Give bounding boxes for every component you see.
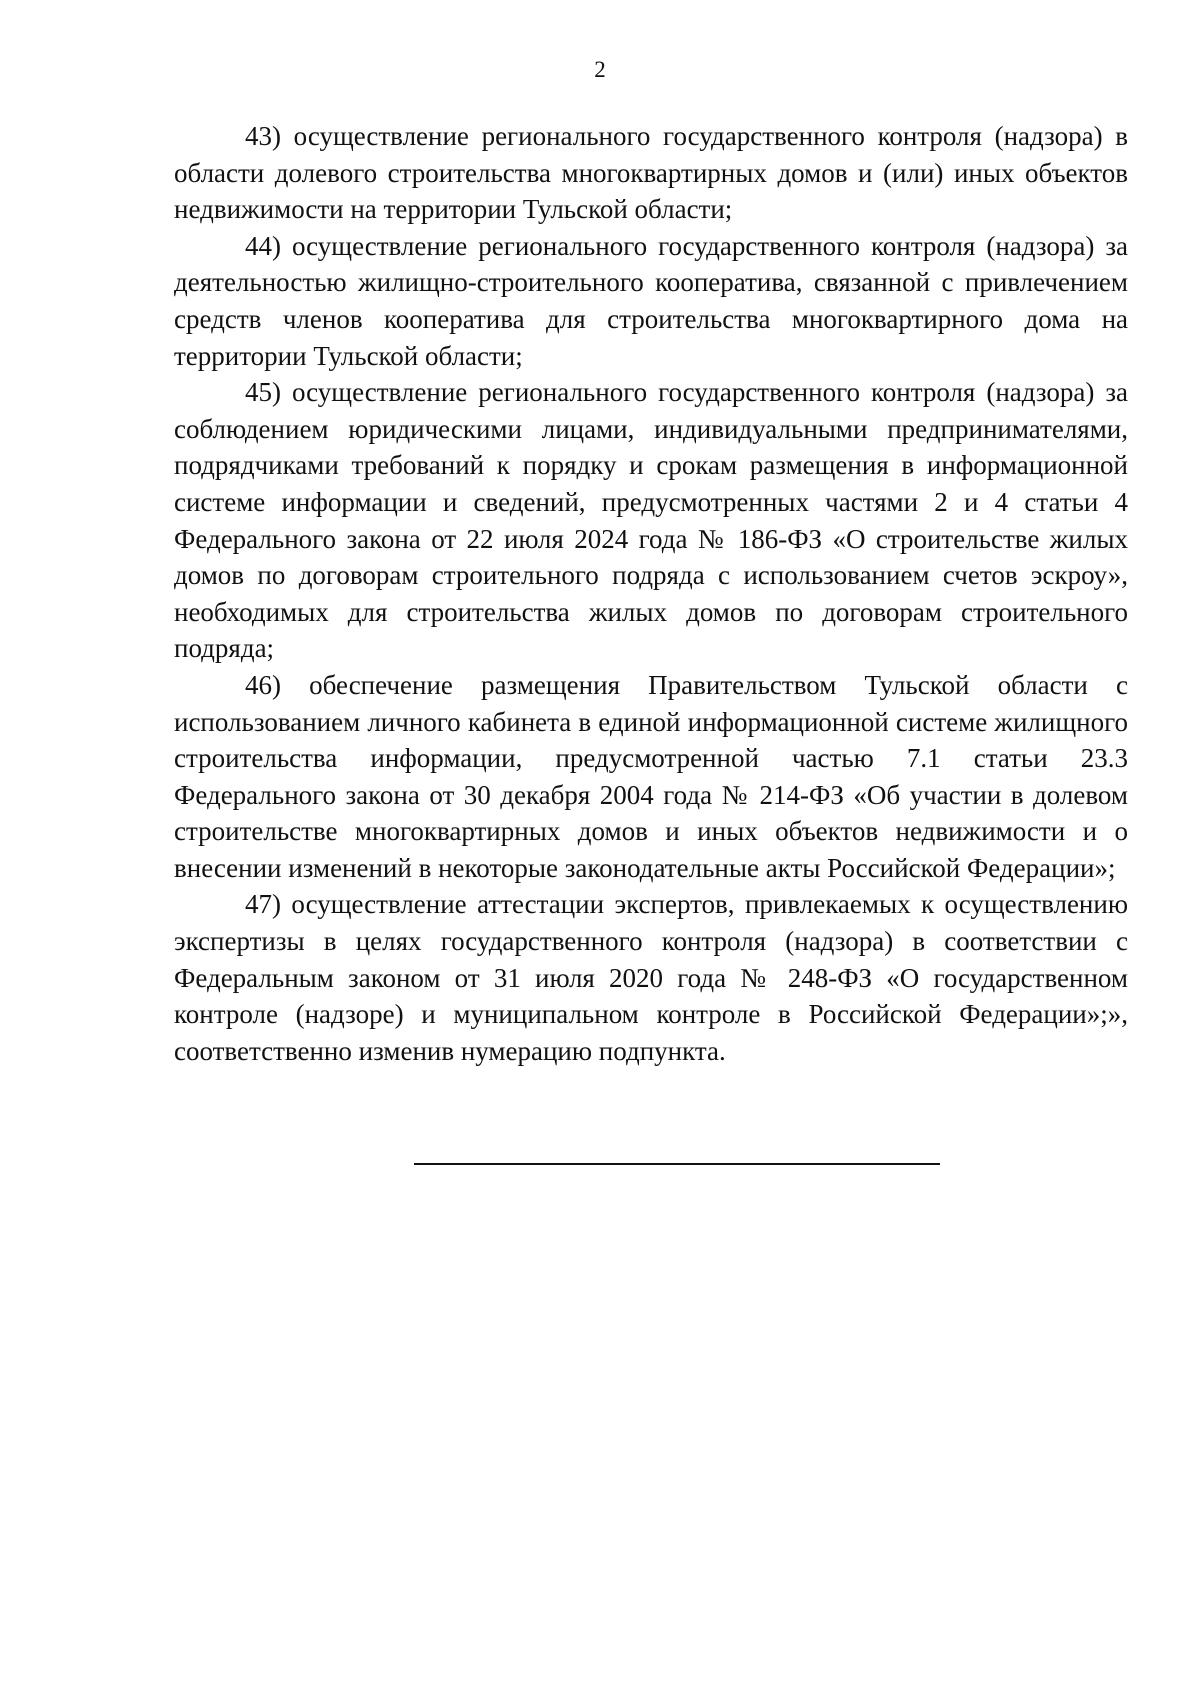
document-body: [174, 118, 1128, 1069]
page-number: 2: [594, 57, 606, 82]
paragraph-item-46: 46) обеспечение размещения Правительством Тульской области с использованием личного кабинета в единой информационной системе жилищного строительства информации, предусмотренной частью 7.1 статьи 23.3 Федерального закона от 30 декабря 2004 года № 214-ФЗ «Об участии в долевом строительстве многоквартирных домов и иных объектов недвижимости и о внесении изменений в некоторые законодательные акты Российской Федерации»;: [174, 669, 1128, 883]
paragraph-item-43: 43) осуществление регионального государственного контроля (надзора) в области долевого строительства многоквартирных домов и (или) иных объектов недвижимости на территории Тульской области;: [174, 121, 1128, 225]
paragraph-item-45: 45) осуществление регионального государственного контроля (надзора) за соблюдением юридическими лицами, индивидуальными предпринимателями, подрядчиками требований к порядку и срокам размещения в информационной системе информации и сведений, предусмотренных частями 2 и 4 статьи 4 Федерального закона от 22 июля 2024 года № 186-ФЗ «О строительстве жилых домов по договорам строительного подряда с использованием счетов эскроу», необходимых для строительства жилых домов по договорам строительного подряда;: [174, 377, 1128, 664]
paragraph-item-47: 47) осуществление аттестации экспертов, привлекаемых к осуществлению экспертизы в целях государственного контроля (надзора) в соответствии с Федеральным законом от 31 июля 2020 года № 248-ФЗ «О государственном контроле (надзоре) и муниципальном контроле в Российской Федерации»;», соответственно изменив нумерацию подпункта.: [174, 889, 1128, 1066]
paragraph-item-44: 44) осуществление регионального государственного контроля (надзора) за деятельностью жилищно-строительного кооператива, связанной с привлечением средств членов кооператива для строительства многоквартирного дома на территории Тульской области;: [174, 230, 1128, 371]
end-separator-line: [414, 1163, 940, 1165]
